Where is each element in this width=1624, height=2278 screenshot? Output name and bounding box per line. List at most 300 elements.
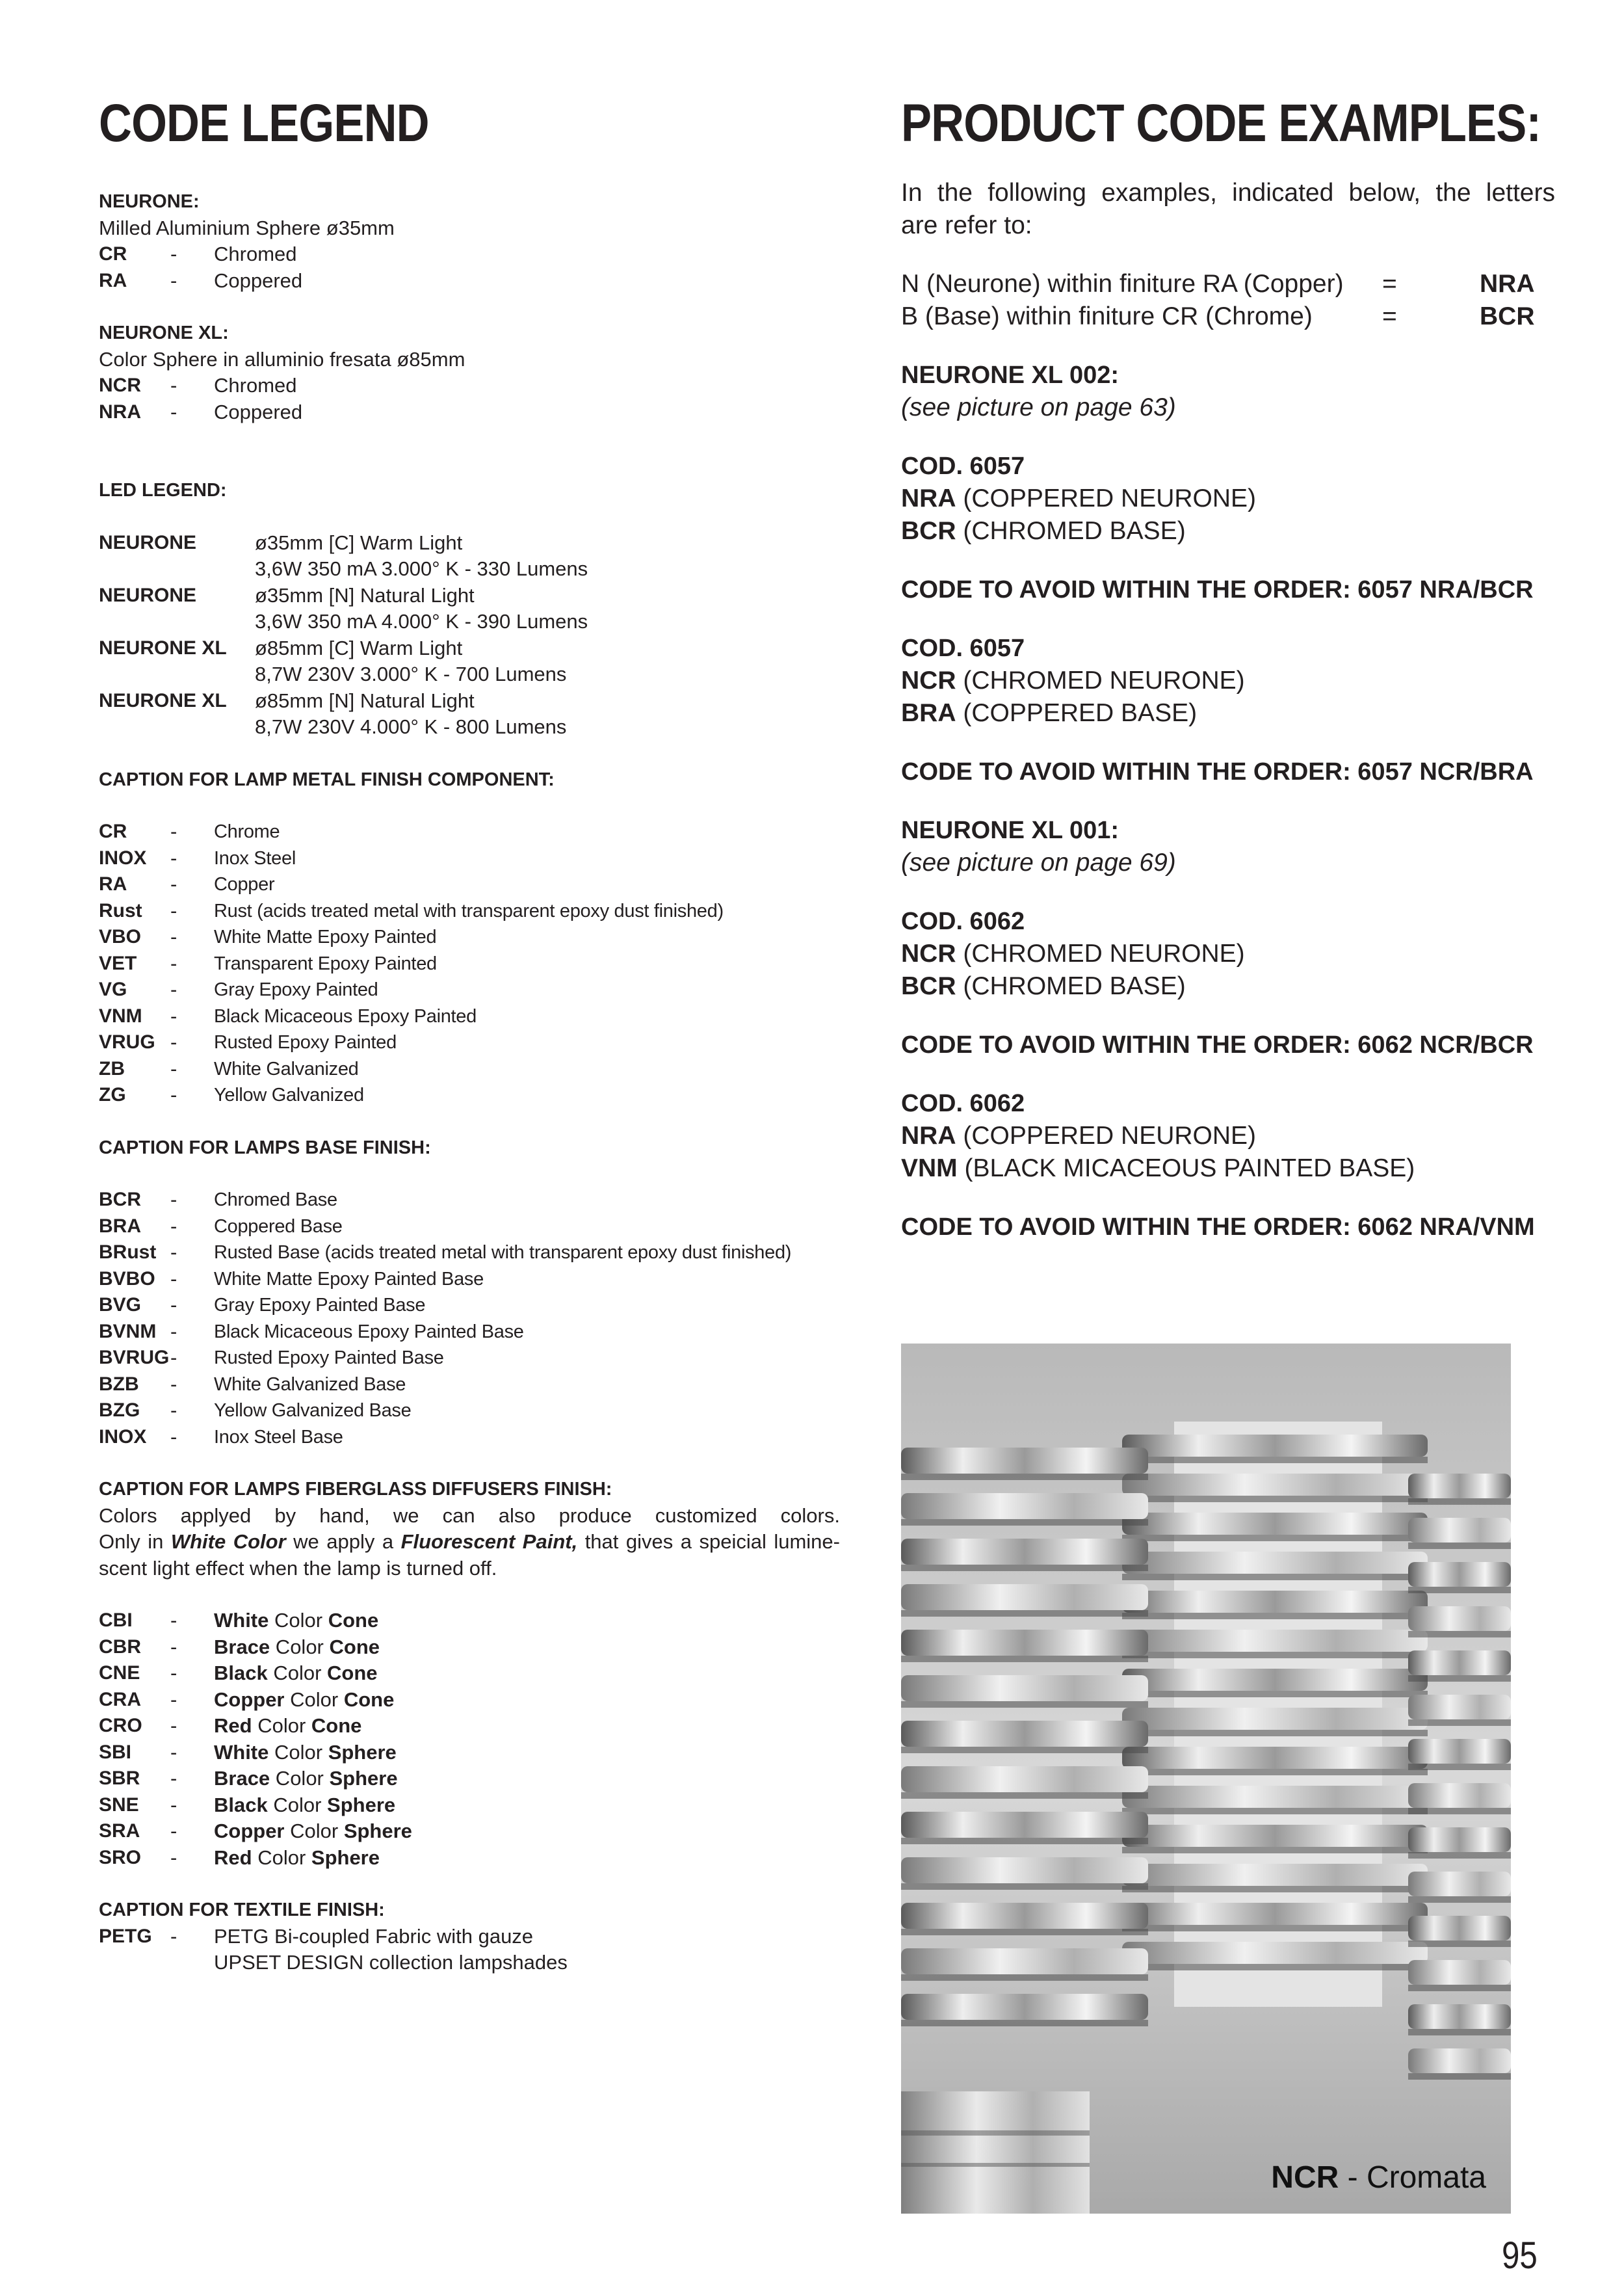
chrome-ring — [1408, 1474, 1511, 1498]
chrome-ring — [1122, 1630, 1428, 1652]
caption-text: - Cromata — [1339, 2160, 1486, 2195]
led-row — [99, 530, 840, 557]
metal-finish-list — [99, 819, 840, 1109]
legend-desc: Coppered Base — [214, 1215, 343, 1237]
chrome-ring — [1122, 1825, 1428, 1847]
legend-row — [99, 977, 840, 1003]
ring-shadow — [1408, 1808, 1511, 1814]
legend-desc: Inox Steel Base — [214, 1426, 343, 1448]
legend-dash: - — [170, 1057, 177, 1080]
ring-shadow — [901, 1883, 1148, 1890]
legend-desc: Brace Color Cone — [214, 1635, 380, 1658]
legend-row — [99, 951, 840, 977]
ring-shadow — [901, 1929, 1148, 1935]
ring-shadow — [901, 1747, 1148, 1753]
example-desc: (CHROMED BASE) — [956, 517, 1186, 545]
chrome-ring — [901, 1721, 1148, 1747]
legend-desc: Rusted Epoxy Painted Base — [214, 1347, 444, 1368]
legend-code: CBR — [99, 1636, 141, 1658]
legend-code: RA — [99, 269, 127, 291]
legend-desc: Coppered — [214, 400, 303, 423]
legend-dash: - — [170, 1793, 177, 1816]
legend-desc: Copper Color Cone — [214, 1688, 395, 1711]
legend-code: ZB — [99, 1057, 125, 1079]
legend-row — [99, 1319, 840, 1345]
legend-code: BRust — [99, 1241, 157, 1263]
ring-shadow — [1408, 1543, 1511, 1549]
legend-dash: - — [170, 1004, 177, 1027]
legend-code: INOX — [99, 847, 147, 869]
chrome-ring — [901, 1812, 1148, 1838]
page-number: 95 — [1502, 2234, 1538, 2277]
legend-dash: - — [170, 1241, 177, 1264]
legend-row — [99, 1687, 840, 1714]
legend-dash: - — [170, 374, 177, 397]
ring-shadow — [901, 1474, 1148, 1480]
fiberglass-heading: CAPTION FOR LAMPS FIBERGLASS DIFFUSERS FINISH: — [99, 1479, 612, 1500]
ring-shadow — [901, 1519, 1148, 1526]
legend-row — [99, 1345, 840, 1371]
metal-finish-section — [99, 767, 840, 1109]
example-code: BCR — [901, 972, 956, 1000]
legend-dash: - — [170, 1740, 177, 1764]
legend-row — [99, 1792, 840, 1819]
example-cod: COD. 6057 — [901, 453, 1025, 480]
legend-row — [99, 871, 840, 898]
fiberglass-line3: scent light effect when the lamp is turned off. — [99, 1556, 497, 1580]
ring-shadow — [1408, 1675, 1511, 1682]
example-block — [901, 1087, 1555, 1243]
legend-desc: Transparent Epoxy Painted — [214, 953, 437, 974]
legend-dash: - — [170, 1425, 177, 1448]
legend-code: SBI — [99, 1741, 132, 1763]
led-line1: ø35mm [N] Natural Light — [255, 583, 475, 607]
chrome-ring — [901, 1766, 1148, 1792]
led-row — [99, 583, 840, 609]
fiberglass-line1: Colors applyed by hand, we can also produce customized colors. — [99, 1503, 840, 1527]
example-desc: (CHROMED NEURONE) — [956, 940, 1245, 968]
legend-row — [99, 1082, 840, 1109]
example-desc: (BLACK MICACEOUS PAINTED BASE) — [957, 1154, 1415, 1182]
legend-row — [99, 1634, 840, 1661]
chrome-ring — [1408, 1518, 1511, 1543]
legend-code: CR — [99, 821, 127, 842]
legend-code: CBI — [99, 1609, 133, 1631]
legend-desc: Copper Color Sphere — [214, 1820, 412, 1842]
led-line1: ø85mm [C] Warm Light — [255, 636, 463, 659]
legend-dash: - — [170, 1399, 177, 1422]
led-line1: ø85mm [N] Natural Light — [255, 689, 475, 712]
legend-dash: - — [170, 1662, 177, 1684]
ring-shadow — [1122, 1886, 1428, 1892]
ring-shadow — [1408, 1940, 1511, 1947]
example-code: BCR — [901, 517, 956, 545]
example-desc: (COPPERED BASE) — [956, 699, 1198, 727]
chrome-ring — [901, 1994, 1148, 2020]
ring-shadow — [1408, 1852, 1511, 1859]
chrome-ring — [901, 1493, 1148, 1519]
legend-code: BVRUG — [99, 1347, 170, 1368]
equation-value: NRA — [1480, 270, 1535, 298]
led-name: NEURONE XL — [99, 637, 227, 659]
text-span: that gives a speicial lumine- — [577, 1530, 840, 1553]
legend-dash: - — [170, 269, 177, 292]
neurone-desc: Milled Aluminium Sphere ø35mm — [99, 216, 395, 239]
code-to-avoid: CODE TO AVOID WITHIN THE ORDER: 6057 NRA/BCR — [901, 576, 1534, 603]
legend-code: ZG — [99, 1084, 126, 1106]
neurone-xl-001-note: (see picture on page 69) — [901, 849, 1176, 877]
legend-code: CRA — [99, 1688, 141, 1710]
ring-shadow — [1122, 1769, 1428, 1775]
code-to-avoid: CODE TO AVOID WITHIN THE ORDER: 6057 NCR/BRA — [901, 758, 1534, 786]
legend-code: NRA — [99, 401, 141, 423]
legend-row — [99, 1187, 840, 1213]
example-cod: COD. 6062 — [901, 1090, 1025, 1117]
chrome-ring — [1408, 1562, 1511, 1587]
legend-code: CR — [99, 243, 127, 265]
example-code: NRA — [901, 1122, 956, 1150]
legend-desc: Black Micaceous Epoxy Painted — [214, 1005, 477, 1027]
legend-row — [99, 1740, 840, 1766]
equation-label: B (Base) within finiture CR (Chrome) — [901, 302, 1313, 330]
chrome-ring — [1408, 1960, 1511, 1985]
led-line2: 3,6W 350 mA 4.000° K - 390 Lumens — [255, 610, 588, 633]
legend-code: SBR — [99, 1768, 140, 1789]
ring-shadow — [1408, 1764, 1511, 1770]
legend-dash: - — [170, 899, 177, 922]
example-cod: COD. 6057 — [901, 635, 1025, 662]
legend-dash: - — [170, 1083, 177, 1106]
ring-shadow — [1122, 1457, 1428, 1463]
led-line2: 3,6W 350 mA 3.000° K - 330 Lumens — [255, 557, 588, 580]
equation-label: N (Neurone) within finiture RA (Copper) — [901, 270, 1344, 298]
neurone-xl-002-heading: NEURONE XL 002: — [901, 362, 1120, 389]
legend-dash: - — [170, 951, 177, 975]
example-code: NCR — [901, 940, 956, 968]
legend-desc: Yellow Galvanized Base — [214, 1400, 412, 1421]
legend-code: SRA — [99, 1820, 140, 1842]
example-line — [901, 697, 1555, 730]
ring-shadow — [1122, 1925, 1428, 1931]
legend-row — [99, 1292, 840, 1319]
legend-dash: - — [170, 820, 177, 843]
example-line — [901, 1152, 1555, 1185]
ring-shadow — [1122, 1730, 1428, 1736]
legend-row — [99, 1371, 840, 1398]
legend-code: NCR — [99, 375, 141, 396]
ring-shadow — [901, 1792, 1148, 1799]
chrome-ring — [1122, 1552, 1428, 1574]
legend-desc: White Galvanized — [214, 1058, 359, 1079]
led-line1: ø35mm [C] Warm Light — [255, 531, 463, 554]
chrome-ring — [1408, 1827, 1511, 1852]
legend-row — [99, 1056, 840, 1083]
legend-code: BZG — [99, 1399, 140, 1421]
legend-dash: - — [170, 978, 177, 1001]
chrome-ring — [1122, 1786, 1428, 1808]
legend-desc: Gray Epoxy Painted Base — [214, 1295, 426, 1316]
textile-section — [99, 1897, 840, 1976]
product-code-examples-column — [901, 91, 1555, 1243]
legend-desc: Gray Epoxy Painted — [214, 979, 378, 1000]
legend-dash: - — [170, 1714, 177, 1737]
chrome-ring — [901, 1584, 1148, 1610]
legend-desc: Chrome — [214, 821, 280, 842]
legend-row — [99, 373, 840, 399]
legend-desc: White Matte Epoxy Painted — [214, 927, 437, 947]
legend-dash: - — [170, 1846, 177, 1869]
example-code: VNM — [901, 1154, 958, 1182]
legend-row — [99, 1029, 840, 1056]
text-span: we apply a — [285, 1530, 401, 1553]
legend-code: BVBO — [99, 1267, 155, 1290]
chrome-ring — [1408, 1872, 1511, 1896]
ring-shadow — [901, 1565, 1148, 1571]
ring-shadow — [901, 1974, 1148, 1981]
example-desc: (CHROMED NEURONE) — [956, 667, 1245, 695]
legend-code: BRA — [99, 1215, 141, 1237]
white-color-emphasis: White Color — [170, 1530, 286, 1553]
legend-dash: - — [170, 1188, 177, 1211]
caption-code: NCR — [1271, 2160, 1339, 2195]
example-cod: COD. 6062 — [901, 908, 1025, 935]
equation-sign: = — [1382, 270, 1397, 298]
neurone-heading: NEURONE: — [99, 191, 200, 212]
legend-dash: - — [170, 1293, 177, 1316]
legend-code: VRUG — [99, 1031, 155, 1053]
legend-code: VG — [99, 979, 127, 1000]
legend-row — [99, 1424, 840, 1451]
ring-shadow — [1122, 1496, 1428, 1502]
legend-desc: Black Micaceous Epoxy Painted Base — [214, 1321, 524, 1342]
chrome-ring — [1122, 1903, 1428, 1925]
legend-row — [99, 241, 840, 268]
legend-dash: - — [170, 1609, 177, 1632]
ring-shadow — [1122, 1535, 1428, 1541]
code-legend-column — [99, 91, 840, 1976]
legend-desc: Chromed — [214, 374, 297, 397]
chrome-ring — [1122, 1708, 1428, 1730]
led-name: NEURONE — [99, 531, 197, 553]
base-finish-heading: CAPTION FOR LAMPS BASE FINISH: — [99, 1137, 431, 1158]
chrome-ring — [1122, 1513, 1428, 1535]
ring-shadow — [1122, 1964, 1428, 1970]
legend-row — [99, 898, 840, 925]
ring-shadow — [901, 1656, 1148, 1662]
chrome-ring — [1408, 2048, 1511, 2073]
metal-finish-heading: CAPTION FOR LAMP METAL FINISH COMPONENT: — [99, 769, 555, 790]
legend-desc: Black Color Sphere — [214, 1793, 396, 1816]
ring-shadow — [1122, 1574, 1428, 1580]
led-line2: 8,7W 230V 4.000° K - 800 Lumens — [255, 715, 567, 738]
base-finish-list — [99, 1187, 840, 1450]
chrome-ring — [1122, 1864, 1428, 1886]
legend-desc: Yellow Galvanized — [214, 1085, 364, 1106]
legend-row — [99, 1266, 840, 1293]
chrome-ring — [901, 1903, 1148, 1929]
legend-row — [99, 1608, 840, 1634]
legend-desc: Rusted Epoxy Painted — [214, 1032, 397, 1053]
neurone-xl-desc: Color Sphere in alluminio fresata ø85mm — [99, 347, 465, 371]
ring-shadow — [1408, 2073, 1511, 2080]
legend-code: BVG — [99, 1294, 142, 1316]
legend-desc: Coppered — [214, 269, 303, 292]
neurone-xl-001-heading: NEURONE XL 001: — [901, 817, 1120, 844]
fiberglass-section — [99, 1476, 840, 1871]
legend-code: VET — [99, 952, 137, 974]
example-desc: (CHROMED BASE) — [956, 972, 1186, 1000]
legend-dash: - — [170, 1767, 177, 1790]
legend-dash: - — [170, 1031, 177, 1053]
legend-code: BCR — [99, 1189, 141, 1210]
led-line2: 8,7W 230V 3.000° K - 700 Lumens — [255, 663, 567, 685]
product-code-examples-title: PRODUCT CODE EXAMPLES: — [901, 94, 1541, 153]
legend-code: INOX — [99, 1425, 147, 1448]
ring-shadow — [1408, 1587, 1511, 1593]
chrome-ring — [901, 1675, 1148, 1701]
example-line — [901, 1120, 1555, 1152]
chrome-ring — [901, 1448, 1148, 1474]
neurone-xl-002-note: (see picture on page 63) — [901, 393, 1176, 421]
legend-row — [99, 1239, 840, 1266]
chrome-ring — [1122, 1474, 1428, 1496]
led-row — [99, 688, 840, 715]
legend-code: VNM — [99, 1005, 142, 1027]
code-to-avoid: CODE TO AVOID WITHIN THE ORDER: 6062 NRA/VNM — [901, 1213, 1535, 1241]
ring-shadow — [1408, 1896, 1511, 1903]
chrome-ring — [901, 1630, 1148, 1656]
led-name: NEURONE XL — [99, 689, 227, 711]
chrome-ring — [1408, 1739, 1511, 1764]
legend-dash: - — [170, 400, 177, 423]
legend-row — [99, 819, 840, 845]
equation-row — [901, 300, 1555, 333]
example-line — [901, 938, 1555, 970]
chrome-ring — [1408, 2004, 1511, 2029]
ring-shadow — [901, 1610, 1148, 1617]
legend-desc: Rusted Base (acids treated metal with transparent epoxy dust finished) — [214, 1242, 792, 1263]
legend-desc: White Galvanized Base — [214, 1373, 406, 1395]
legend-row — [99, 1713, 840, 1740]
legend-desc: Chromed — [214, 243, 297, 265]
legend-row — [99, 1818, 840, 1845]
legend-desc: Inox Steel — [214, 847, 296, 869]
legend-dash: - — [170, 1924, 177, 1948]
example-code: NCR — [901, 667, 956, 695]
example-block — [901, 632, 1555, 788]
legend-desc: Red Color Sphere — [214, 1846, 380, 1869]
legend-code: PETG — [99, 1925, 152, 1947]
legend-dash: - — [170, 1372, 177, 1396]
legend-dash: - — [170, 243, 177, 265]
textile-heading: CAPTION FOR TEXTILE FINISH: — [99, 1900, 385, 1920]
legend-row — [99, 1924, 840, 1950]
legend-row — [99, 924, 840, 951]
chrome-ring — [1122, 1435, 1428, 1457]
legend-code: CRO — [99, 1715, 142, 1736]
led-legend-heading: LED LEGEND: — [99, 480, 227, 501]
example-desc: (COPPERED NEURONE) — [956, 1122, 1257, 1150]
chrome-ring — [1408, 1650, 1511, 1675]
ring-shadow — [1408, 1631, 1511, 1637]
equation-value: BCR — [1480, 302, 1535, 330]
equation-row — [901, 268, 1555, 300]
led-row — [99, 635, 840, 662]
chrome-ring — [1122, 1942, 1428, 1964]
equation-sign: = — [1382, 302, 1397, 330]
legend-row — [99, 1213, 840, 1240]
legend-row — [99, 1766, 840, 1792]
legend-dash: - — [170, 1267, 177, 1290]
legend-code: Rust — [99, 899, 142, 921]
legend-dash: - — [170, 925, 177, 948]
legend-row — [99, 268, 840, 295]
intro-line1: In the following examples, indicated below, the letters — [901, 179, 1555, 207]
legend-row — [99, 1003, 840, 1030]
example-block — [901, 450, 1555, 606]
neurone-section — [99, 189, 840, 425]
legend-dash: - — [170, 1820, 177, 1842]
ring-shadow — [1122, 1613, 1428, 1619]
legend-desc: Rust (acids treated metal with transparent epoxy dust finished) — [214, 900, 724, 921]
chrome-ring — [1122, 1747, 1428, 1769]
legend-row — [99, 1660, 840, 1687]
code-legend-title: CODE LEGEND — [99, 94, 429, 153]
legend-desc: Black Color Cone — [214, 1662, 378, 1684]
legend-code: CNE — [99, 1662, 140, 1684]
legend-desc: Chromed Base — [214, 1189, 337, 1210]
legend-desc: White Matte Epoxy Painted Base — [214, 1268, 484, 1290]
example-line — [901, 483, 1555, 515]
ring-shadow — [901, 1701, 1148, 1708]
chrome-ring — [901, 1948, 1148, 1974]
legend-desc: White Color Cone — [214, 1609, 379, 1632]
examples-body — [901, 177, 1555, 1243]
chrome-ring — [1408, 1695, 1511, 1719]
intro-line2: are refer to: — [901, 211, 1032, 239]
legend-row — [99, 1845, 840, 1872]
chrome-lamp-illustration — [901, 1344, 1511, 2214]
neurone-xl-heading: NEURONE XL: — [99, 323, 229, 343]
example-desc: (COPPERED NEURONE) — [956, 484, 1257, 512]
product-photo — [901, 1344, 1511, 2214]
chrome-ring — [901, 1539, 1148, 1565]
example-code: BRA — [901, 699, 956, 727]
legend-dash: - — [170, 1214, 177, 1238]
legend-dash: - — [170, 1346, 177, 1369]
photo-caption — [1271, 2160, 1486, 2195]
led-name: NEURONE — [99, 584, 197, 606]
legend-dash: - — [170, 1688, 177, 1711]
legend-desc: Brace Color Sphere — [214, 1767, 398, 1790]
text-span: Only in — [99, 1530, 171, 1553]
ring-shadow — [1122, 1847, 1428, 1853]
chrome-ring — [1122, 1591, 1428, 1613]
example-block — [901, 905, 1555, 1061]
ring-shadow — [1408, 1719, 1511, 1726]
example-code: NRA — [901, 484, 956, 512]
fiberglass-list — [99, 1608, 840, 1871]
legend-row — [99, 845, 840, 872]
legend-code: BZB — [99, 1373, 139, 1395]
legend-dash: - — [170, 846, 177, 869]
legend-desc: Red Color Cone — [214, 1714, 362, 1737]
fluorescent-paint-emphasis: Fluorescent Paint, — [400, 1530, 578, 1553]
example-line — [901, 515, 1555, 548]
chrome-ring — [1408, 1606, 1511, 1631]
legend-desc: White Color Sphere — [214, 1740, 397, 1764]
base-finish-section — [99, 1135, 840, 1451]
